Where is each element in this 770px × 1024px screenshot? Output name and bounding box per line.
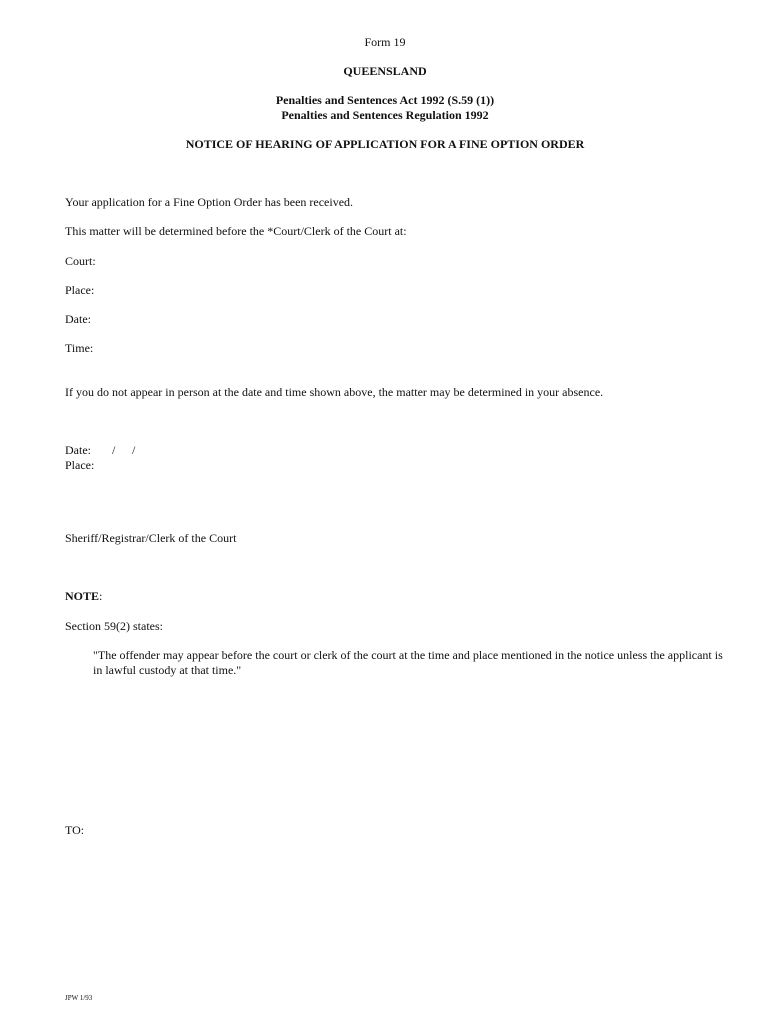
signature-date-separator-2: / (132, 443, 136, 457)
jurisdiction-heading: QUEENSLAND (343, 64, 427, 78)
note-heading-label: NOTE (65, 589, 100, 603)
section-reference: Section 59(2) states: (65, 619, 163, 633)
determination-text: This matter will be determined before the *Court/Clerk of the Court at: (65, 224, 407, 238)
note-heading-colon: : (99, 589, 103, 603)
act-reference: Penalties and Sentences Act 1992 (S.59 (1)) (275, 93, 495, 107)
signatory-title: Sheriff/Registrar/Clerk of the Court (65, 531, 237, 545)
form-number: Form 19 (364, 35, 406, 49)
signature-place-label: Place: (65, 458, 95, 472)
court-field-label: Court: (65, 254, 96, 268)
application-received-text: Your application for a Fine Option Order has been received. (65, 195, 354, 209)
recipient-label: TO: (65, 823, 85, 837)
date-field-label: Date: (65, 312, 91, 326)
footer-code: JPW 1/93 (65, 994, 93, 1002)
signature-date-label: Date: (65, 443, 91, 457)
notice-title: NOTICE OF HEARING OF APPLICATION FOR A FINE OPTION ORDER (185, 137, 585, 151)
absence-warning-text: If you do not appear in person at the date and time shown above, the matter may be determined in your absence. (65, 385, 604, 399)
time-field-label: Time: (65, 341, 94, 355)
section-quote: "The offender may appear before the court or clerk of the court at the time and place mentioned in the notice unless the applicant is in lawful custody at that time." (93, 648, 723, 677)
note-heading (65, 589, 102, 604)
place-field-label: Place: (65, 283, 95, 297)
regulation-reference: Penalties and Sentences Regulation 1992 (281, 108, 489, 122)
signature-date-separator-1: / (112, 443, 116, 457)
